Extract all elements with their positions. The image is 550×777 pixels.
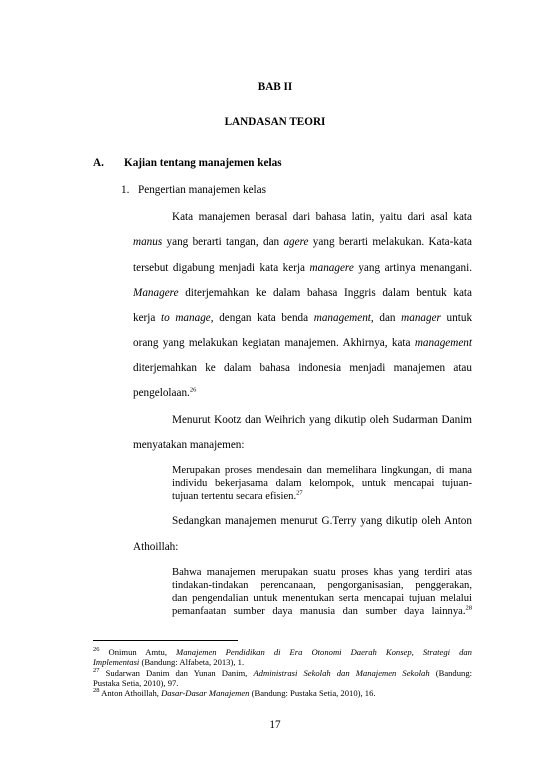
footnote-ref: 26	[189, 386, 197, 394]
block-quote-line: Merupakan proses mendesain dan memelihara lingkungan, di mana	[172, 465, 472, 476]
section-heading	[93, 156, 282, 170]
paragraph-line: Managere diterjemahkan ke dalam bahasa Inggris dalam bentuk kata	[133, 287, 472, 299]
block-quote-line: tujuan tertentu secara efisien.$^{27}$	[172, 489, 303, 502]
chapter-title: LANDASAN TEORI	[224, 116, 326, 128]
block-quote-line: dan pengendalian untuk menentukan serta mencapai tujuan melalui	[172, 593, 472, 604]
paragraph-line: kerja to manage, dengan kata benda management, dan manager untuk	[133, 312, 473, 324]
footnote-ref: 27	[296, 489, 303, 497]
page-number: 17	[269, 719, 281, 731]
footnote-26: $^{26}$ Onimun Amtu, Manajemen Pendidikan di Era Otonomi Daerah Konsep, Strategi dan	[93, 646, 472, 657]
footnote-ref: 28	[465, 604, 472, 612]
paragraph-line: Sedangkan manajemen menurut G.Terry yang dikutip oleh Anton	[172, 515, 472, 527]
subsection-title: Pengertian manajemen kelas	[138, 184, 266, 196]
block-quote-line: pemanfaatan sumber daya manusia dan sumber daya lainnya.$^{28}$	[172, 604, 472, 617]
paragraph-line: manus yang berarti tangan, dan agere yang berarti melakukan. Kata-kata	[133, 236, 472, 248]
paragraph-line: Athoillah:	[133, 541, 179, 553]
subsection-heading	[121, 183, 266, 197]
footnote-separator	[93, 640, 238, 641]
chapter-heading: BAB II	[257, 81, 293, 93]
paragraph-line: Menurut Kootz dan Weihrich yang dikutip oleh Sudarman Danim	[172, 414, 472, 426]
block-quote-line: individu bekerjasama dalam kelompok, untuk mencapai tujuan-	[172, 478, 472, 489]
block-quote-line: tindakan-tindakan perencanaan, pengorganisasian, penggerakan,	[172, 580, 472, 591]
section-title: Kajian tentang manajemen kelas	[124, 157, 282, 169]
paragraph-line: menyatakan manajemen:	[133, 439, 245, 451]
paragraph-line: tersebut digabung menjadi kata kerja managere yang artinya menangani.	[133, 262, 472, 274]
section-number: A.	[93, 157, 104, 169]
paragraph-line: orang yang melakukan kegiatan manajemen. Akhirnya, kata management	[133, 337, 472, 349]
footnote-26-cont: Implementasi (Bandung: Alfabeta, 2013), 1.	[93, 657, 245, 667]
block-quote-line: Bahwa manajemen merupakan suatu proses khas yang terdiri atas	[172, 567, 472, 578]
paragraph-line: pengelolaan.$^{26}$	[133, 386, 197, 399]
footnote-28: $^{28}$ Anton Athoillah, Dasar-Dasar Manajemen (Bandung: Pustaka Setia, 2010), 16.	[93, 687, 376, 698]
paragraph-line: diterjemahkan ke dalam bahasa indonesia menjadi manajemen atau	[133, 362, 472, 374]
paragraph-line: Kata manajemen berasal dari bahasa latin, yaitu dari asal kata	[172, 211, 472, 223]
footnote-27-cont: Pustaka Setia, 2010), 97.	[93, 678, 179, 688]
footnote-27: $^{27}$ Sudarwan Danim dan Yunan Danim, Administrasi Sekolah dan Manajemen Sekolah (Bandung:	[93, 667, 473, 678]
subsection-number: 1.	[121, 184, 130, 196]
